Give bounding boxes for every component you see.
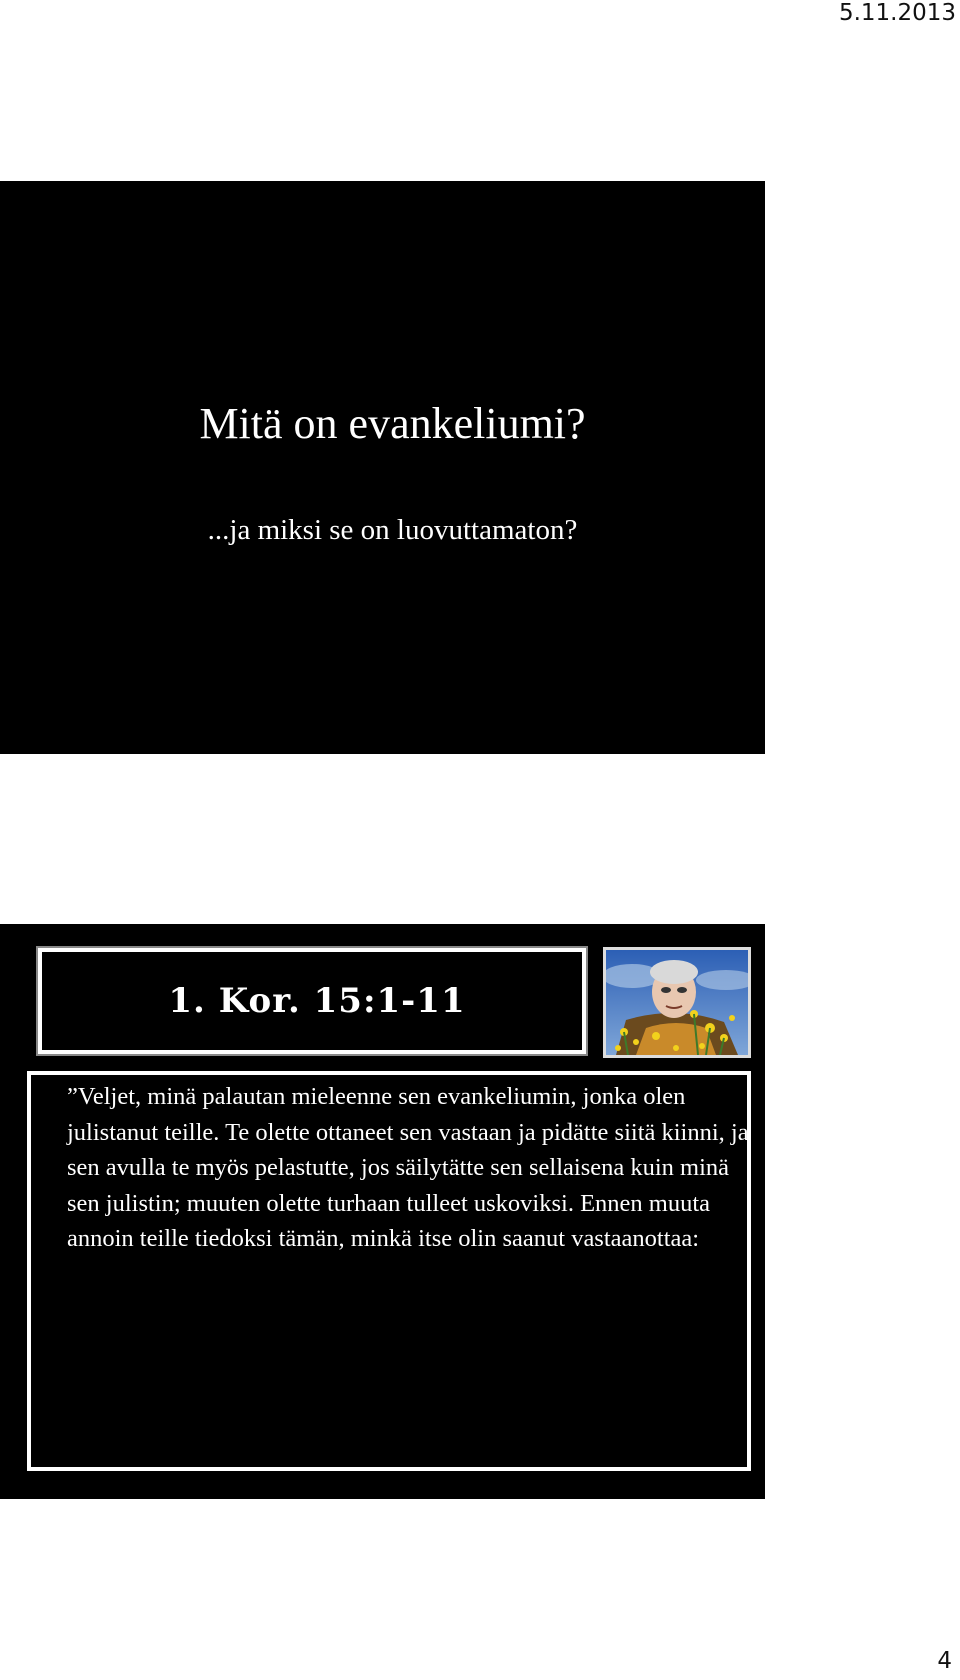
slide-title: [0, 181, 765, 754]
scripture-verse-text: ”Veljet, minä palautan mieleenne sen evankeliumin, jonka olen julistanut teille. Te olette ottaneet sen vastaan ja pidätte siitä kiinni, ja sen avulla te myös pelastutte, jos säilytätte sen sellaisena kuin minä sen julistin; muuten olette turhaan tulleet uskoviksi. Ennen muuta annoin teille tiedoksi tämän, minkä itse olin saanut vastaanottaa:: [67, 1083, 749, 1252]
slide-subtitle: ...ja miksi se on luovuttamaton?: [207, 514, 578, 546]
scripture-reference: 1. Kor. 15:1-11: [168, 981, 466, 1021]
scripture-text-box: [27, 1071, 751, 1471]
slide-title-heading: Mitä on evankeliumi?: [199, 399, 586, 448]
scripture-reference-box: [38, 948, 586, 1054]
portrait-photo-icon: [603, 947, 751, 1058]
page-date: 5.11.2013: [838, 0, 956, 26]
slide-scripture: [0, 924, 765, 1499]
page-number: 4: [937, 1648, 952, 1674]
